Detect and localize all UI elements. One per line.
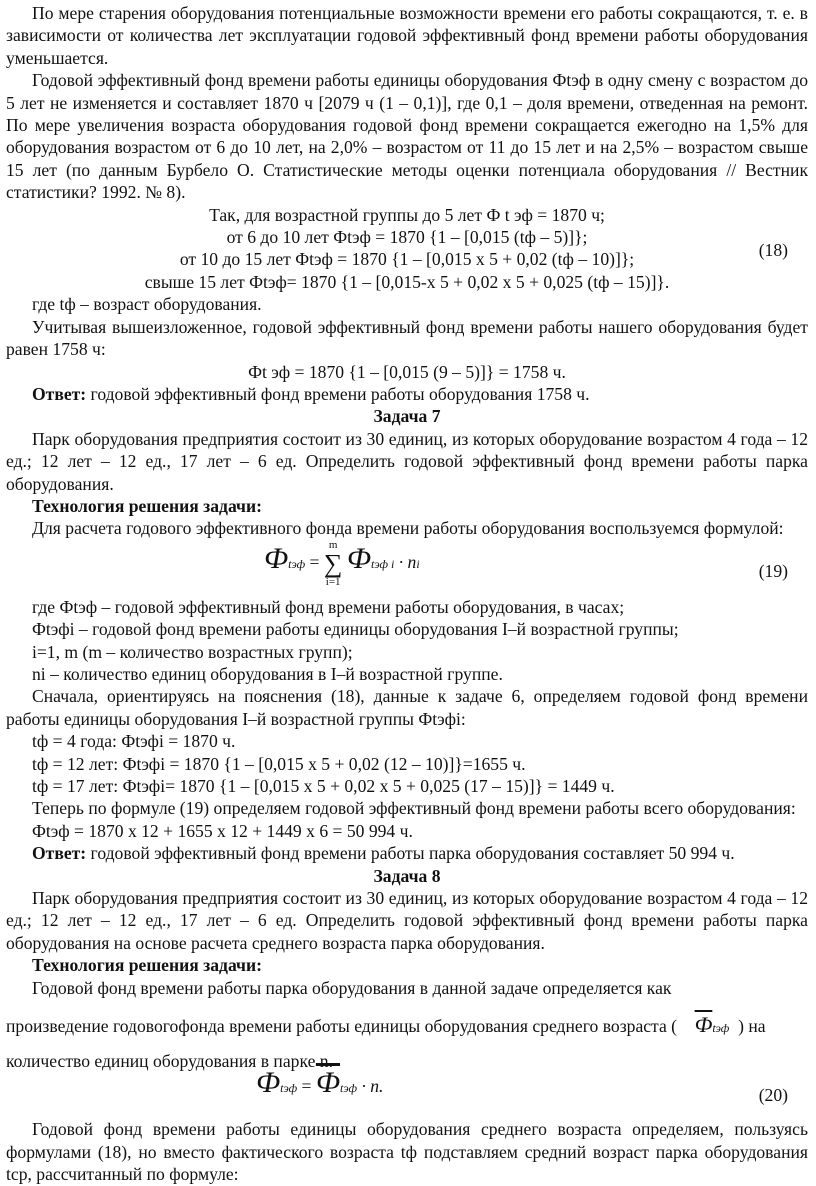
mean-fund-symbol-sub: tэф [712, 1021, 730, 1036]
definition-4: ni – количество единиц оборудования в I–й возрастной группе. [32, 663, 503, 684]
step-1-text: Сначала, ориентируясь на пояснения (18), данные к задаче 6, определяем годовой фонд времени работы единицы оборудования I–й возрастной группы Фtэфi: [6, 686, 808, 729]
calculation-4-years: tф = 4 года: Фtэфi = 1870 ч. [32, 731, 236, 752]
formula-19-rhs: Ф [346, 541, 371, 575]
calculation-12-years: tф = 12 лет: Фtэфi = 1870 {1 – [0,015 х 5 + 0,02 (12 – 10)]}=1655 ч. [32, 753, 526, 774]
paragraph-1758: Учитывая вышеизложенное, годовой эффективный фонд времени работы нашего оборудования будет равен 1758 ч: [6, 316, 808, 360]
sum-upper: m [328, 538, 338, 551]
formula-19-tail: · n [398, 551, 417, 572]
mean-fund-symbol: Ф [694, 1012, 713, 1038]
task-8-paragraph-2-end: ) на [738, 1016, 766, 1037]
answer-text: годовой эффективный фонд времени работы парка оборудования составляет 50 994 ч. [86, 843, 735, 864]
formula-20-number: (20) [758, 1085, 788, 1106]
task-8-paragraph-1: Годовой фонд времени работы парка оборудования в данной задаче определяется как [32, 977, 672, 998]
formula-19-lhs-sub: tэф [288, 556, 306, 571]
task-8-title: Задача 8 [373, 865, 441, 886]
answer-label: Ответ: [32, 383, 87, 404]
task-8-paragraph-2-start: произведение годовогофонда времени работы единицы оборудования среднего возраста ( [6, 1016, 678, 1037]
formula-20-equals: = [301, 1076, 312, 1097]
calculation-total: Фtэф = 1870 х 12 + 1655 х 12 + 1449 х 6 = 50 994 ч. [32, 820, 413, 841]
formula-20-expression [256, 1066, 384, 1100]
solution-technology-label: Технология решения задачи: [32, 955, 262, 976]
task-7-title: Задача 7 [373, 406, 441, 427]
answer-label: Ответ: [32, 843, 87, 864]
formula-18-line-1: Так, для возрастной группы до 5 лет Ф t эф = 1870 ч; [209, 204, 605, 225]
final-paragraph: Годовой фонд времени работы единицы оборудования среднего возраста определяем, пользуясь формулами (18), но вместо фактического возраста tф подставляем средний возраст парка оборудования tср, рассчитанный по формуле: [6, 1119, 808, 1185]
paragraph-fund-norms: Годовой эффективный фонд времени работы единицы оборудования Фtэф в одну смену с возрастом до 5 лет не изменяется и составляет 1870 ч [2079 ч (1 – 0,1)], где 0,1 – доля времени, отведенная на ремонт. По мере увеличения возраста оборудования годовой фонд времени сокращается ежегодно на 1,5% для оборудования возрастом от 6 до 10 лет, на 2,0% – возрастом от 11 до 15 лет и на 2,5% – возрастом свыше 15 лет (по данным Бурбело О. Статистические методы оценки потенциала оборудования // Вестник статистики? 1992. № 8). [6, 70, 808, 203]
formula-19-expression [264, 540, 420, 588]
answer-text: годовой эффективный фонд времени работы оборудования 1758 ч. [86, 383, 590, 404]
formula-1758: Фt эф = 1870 {1 – [0,015 (9 – 5)]} = 1758 ч. [248, 361, 566, 382]
paragraph-aging: По мере старения оборудования потенциальные возможности времени его работы сокращаются, т. е. в зависимости от количества лет эксплуатации годовой эффективный фонд времени работы оборудования уменьшается. [6, 3, 808, 68]
sum-sign: ∑ [323, 548, 343, 578]
task-8-text: Парк оборудования предприятия состоит из 30 единиц, из которых оборудование возрастом 4 года – 12 ед.; 12 лет – 12 ед., 17 лет – 6 ед. Определить годовой эффективный фонд времени работы парка оборудования на основе расчета среднего возраста парка оборудования. [6, 888, 808, 953]
sum-lower: i=1 [325, 575, 341, 588]
task-8-paragraph-2 [6, 1003, 808, 1050]
task-8-paragraph-3: количество единиц оборудования в парке n. [6, 1051, 333, 1072]
definition-tf: где tф – возраст оборудования. [32, 294, 262, 315]
formula-19 [6, 540, 808, 596]
formula-20-lhs: Ф [256, 1066, 281, 1100]
sum-symbol [324, 540, 343, 588]
formula-18-block [6, 204, 808, 294]
formula-19-equals: = [309, 551, 320, 572]
formula-18-line-4: свыше 15 лет Фtэф= 1870 {1 – [0,015-х 5 + 0,02 х 5 + 0,025 (tф – 15)]}. [144, 271, 670, 292]
formula-19-rhs-sub: tэф i [370, 556, 395, 571]
solution-technology-label: Технология решения задачи: [32, 495, 262, 516]
formula-20-lhs-sub: tэф [280, 1081, 298, 1096]
formula-19-tail-sub: i [416, 556, 420, 571]
answer-task-7 [6, 842, 808, 864]
answer-task-6 [6, 383, 808, 405]
formula-20-tail: · n. [361, 1076, 384, 1097]
calculation-17-years: tф = 17 лет: Фtэфi= 1870 {1 – [0,015 х 5 + 0,02 х 5 + 0,025 (17 – 15)]} = 1449 ч. [32, 776, 615, 796]
definition-2: Фtэфi – годовой фонд времени работы единицы оборудования I–й возрастной группы; [32, 619, 679, 640]
formula-18-number: (18) [758, 239, 788, 260]
formula-20-rhs: Ф [315, 1066, 341, 1100]
step-2-text: Теперь по формуле (19) определяем годовой эффективный фонд времени работы всего оборудования: [32, 798, 796, 819]
formula-20-rhs-sub: tэф [340, 1081, 358, 1096]
task-7-text: Парк оборудования предприятия состоит из 30 единиц, из которых оборудование возрастом 4 года – 12 ед.; 12 лет – 12 ед., 17 лет – 6 ед. Определить годовой эффективный фонд времени работы парка оборудования. [6, 428, 808, 494]
formula-19-lhs: Ф [264, 541, 289, 575]
task-7-intro: Для расчета годового эффективного фонда времени работы оборудования воспользуемся формулой: [32, 518, 784, 539]
formula-19-number: (19) [758, 560, 788, 581]
formula-18-line-3: от 10 до 15 лет Фtэф = 1870 {1 – [0,015 х 5 + 0,02 (tф – 10)]}; [179, 249, 635, 270]
formula-18-line-2: от 6 до 10 лет Фtэф = 1870 {1 – [0,015 (tф – 5)]}; [226, 227, 588, 248]
definition-1: где Фtэф – годовой эффективный фонд времени работы оборудования, в часах; [32, 596, 625, 617]
definition-3: i=1, m (m – количество возрастных групп); [32, 641, 353, 662]
formula-20 [6, 1066, 808, 1118]
